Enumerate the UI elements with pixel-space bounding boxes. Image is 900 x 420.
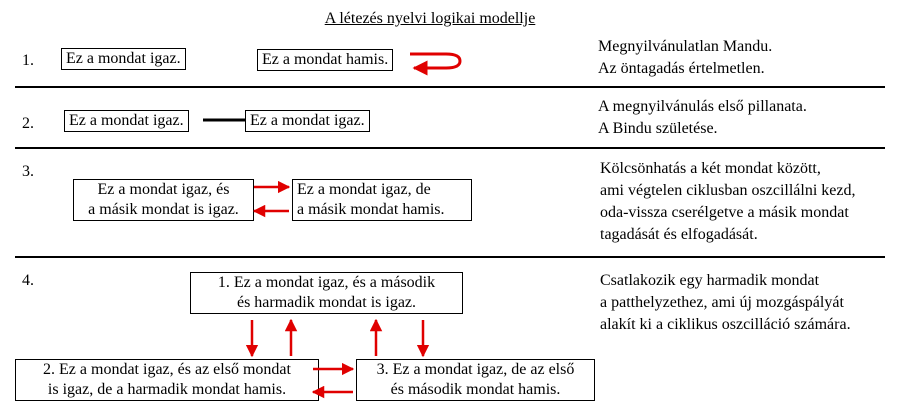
row-3-box-right-line-2: a másik mondat hamis. [297, 201, 445, 218]
row-3-box-left-line-1: Ez a mondat igaz, és [97, 181, 230, 198]
row-1-box-false: Ez a mondat hamis. [257, 49, 393, 71]
row-4-box-3-line-1: 3. Ez a mondat igaz, de az első [376, 361, 575, 378]
row-1-box-true: Ez a mondat igaz. [61, 48, 186, 70]
row-4-box-1-line-2: és harmadik mondat is igaz. [236, 294, 417, 311]
row-1-self-loop-arrow [410, 54, 460, 68]
row-2-note-line-2: A Bindu születése. [598, 120, 718, 137]
row-4-box-2-line-2: is igaz, de a harmadik mondat hamis. [47, 381, 287, 398]
row-4-box-2-line-1: 2. Ez a mondat igaz, és az első mondat [43, 361, 291, 378]
diagram-title: A létezés nyelvi logikai modellje [324, 10, 536, 27]
row-2-number: 2. [22, 115, 34, 132]
row-4-box-1-line-1: 1. Ez a mondat igaz, és a második [217, 274, 436, 291]
row-4-number: 4. [22, 272, 34, 289]
row-3-note-line-3: oda-vissza cserélgetve a másik mondat [600, 204, 849, 221]
row-2-note-line-1: A megnyilvánulás első pillanata. [598, 98, 807, 115]
row-4-box-3-line-2: és második mondat hamis. [390, 381, 561, 398]
row-3-note-line-4: tagadását és elfogadását. [600, 226, 758, 243]
row-1-note-line-1: Megnyilvánulatlan Mandu. [598, 38, 773, 55]
row-2-box-right: Ez a mondat igaz. [245, 110, 370, 132]
row-3-note-line-2: ami végtelen ciklusban oszcillálni kezd, [600, 182, 856, 199]
row-3-box-right-line-1: Ez a mondat igaz, de [297, 181, 431, 198]
row-3-box-left-line-2: a másik mondat is igaz. [88, 201, 239, 218]
row-2-box-left: Ez a mondat igaz. [64, 110, 189, 132]
row-3-number: 3. [22, 163, 34, 180]
row-4-note-line-3: alakít ki a ciklikus oszcilláció számára. [600, 316, 851, 333]
row-1-number: 1. [22, 52, 34, 69]
row-4-note-line-1: Csatlakozik egy harmadik mondat [600, 272, 820, 289]
row-3-note-line-1: Kölcsönhatás a két mondat között, [600, 160, 821, 177]
row-1-note-line-2: Az öntagadás értelmetlen. [598, 60, 765, 77]
row-4-note-line-2: a patthelyzethez, ami új mozgáspályát [600, 294, 844, 311]
